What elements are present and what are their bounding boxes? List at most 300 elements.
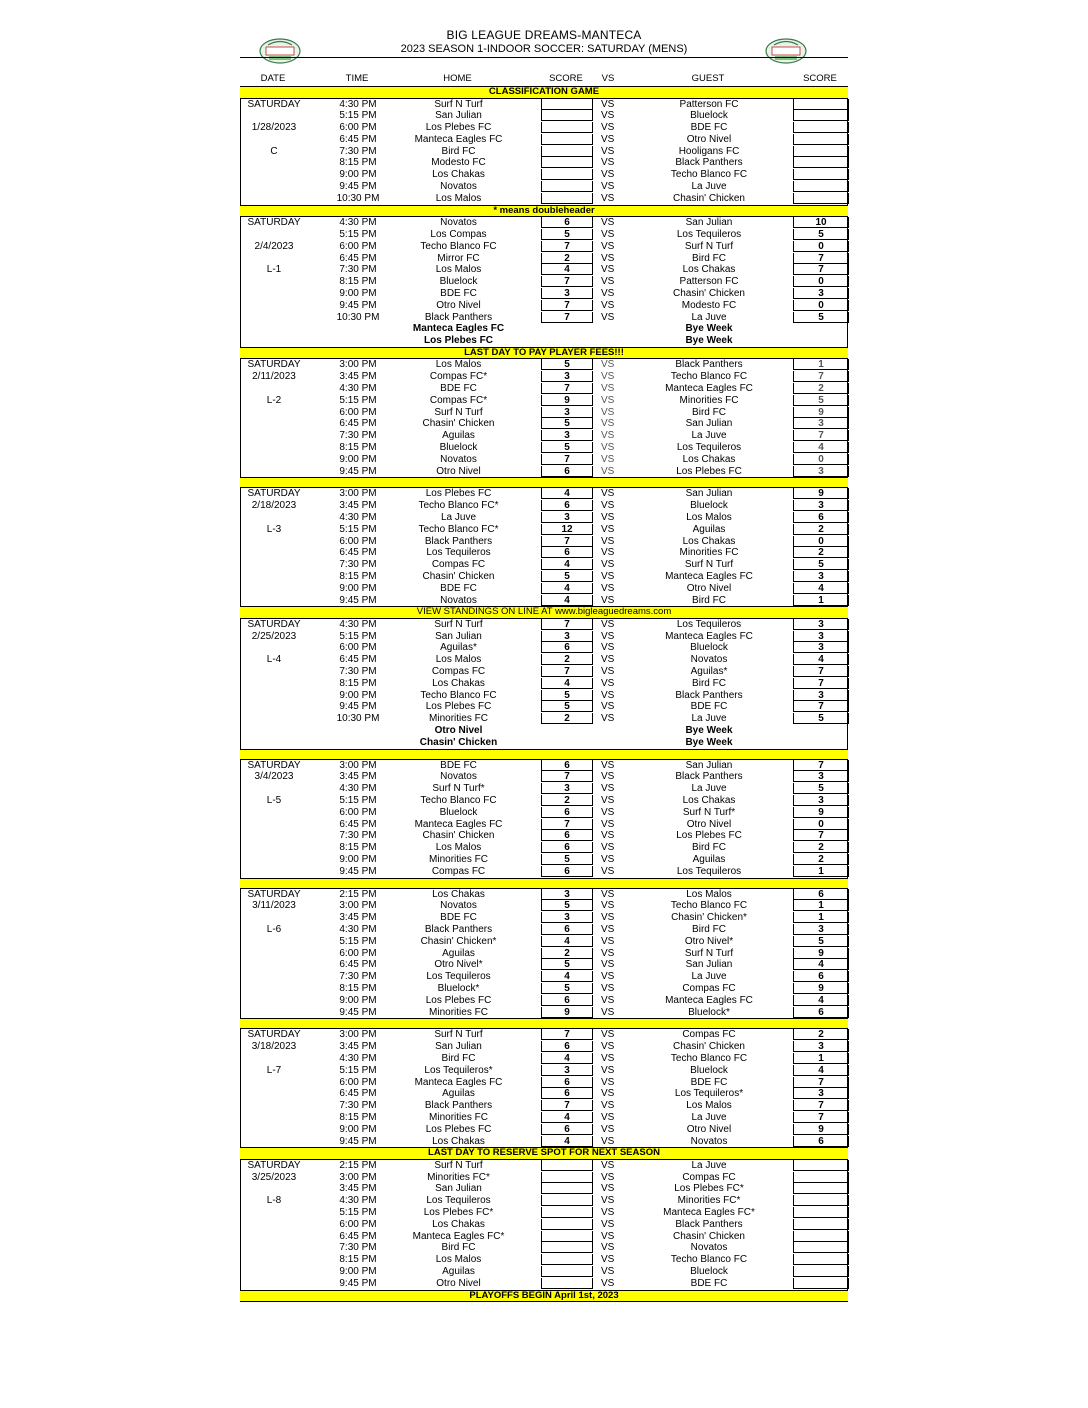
guest-score: 5 (793, 783, 849, 794)
guest-team: Chasin' Chicken (673, 287, 745, 299)
vs-label: VS (601, 418, 615, 430)
game-time: 9:00 PM (339, 453, 377, 465)
guest-score: 5 (793, 559, 849, 570)
guest-team: Techo Blanco FC (670, 371, 748, 383)
guest-team: Los Plebes FC (676, 465, 742, 477)
game-row (241, 1219, 847, 1231)
guest-score: 6 (793, 1136, 849, 1147)
home-score: 6 (541, 642, 593, 653)
home-team: Compas FC* (429, 371, 488, 383)
game-time: 10:30 PM (336, 192, 380, 204)
home-score: 2 (541, 948, 593, 959)
game-time: 3:45 PM (339, 1041, 377, 1053)
home-team: Minorities FC (429, 854, 488, 866)
home-team: Los Plebes FC (425, 701, 492, 713)
guest-team: Otro Nivel (686, 582, 732, 594)
game-row (241, 276, 847, 288)
game-row (241, 395, 847, 407)
home-score: 7 (541, 454, 593, 465)
vs-label: VS (601, 1064, 615, 1076)
home-team: Surf N Turf (434, 1159, 483, 1171)
col-home: HOME (443, 73, 472, 84)
guest-team: San Julian (685, 488, 733, 500)
vs-label: VS (601, 1123, 615, 1135)
home-team: Los Chakas (432, 169, 485, 181)
home-score: 6 (541, 1124, 593, 1135)
home-team: Black Panthers (424, 924, 493, 935)
vs-label: VS (601, 299, 615, 311)
home-team: Surf N Turf* (432, 783, 485, 795)
home-team: Aguilas (442, 947, 475, 959)
vs-label: VS (601, 394, 615, 406)
guest-score: 7 (793, 264, 849, 275)
home-score: 7 (541, 536, 593, 547)
home-team: Bird FC (441, 1052, 476, 1064)
row-label: SATURDAY (247, 98, 301, 110)
guest-score (793, 157, 849, 168)
guest-team: Chasin' Chicken* (671, 912, 747, 924)
vs-label: VS (601, 359, 615, 371)
guest-team: Black Panthers (675, 157, 743, 169)
bye-row (241, 323, 847, 335)
game-row (241, 407, 847, 419)
game-time: 7:30 PM (339, 971, 377, 983)
home-score (541, 99, 593, 110)
game-row (241, 1053, 847, 1065)
guest-score: 5 (793, 312, 849, 323)
section-banner: LAST DAY TO RESERVE SPOT FOR NEXT SEASON (240, 1147, 848, 1160)
game-time: 6:45 PM (339, 252, 377, 264)
home-team: Bluelock (439, 806, 478, 818)
guest-team: Manteca Eagles FC (665, 570, 753, 582)
home-score: 7 (541, 276, 593, 287)
guest-score (793, 1231, 849, 1242)
home-team: Surf N Turf (434, 1029, 483, 1041)
game-time: 2:15 PM (339, 888, 377, 900)
home-team: San Julian (435, 630, 482, 642)
home-team: BDE FC (440, 383, 477, 395)
vs-label: VS (601, 276, 615, 288)
game-time: 10:30 PM (336, 311, 380, 323)
game-time: 7:30 PM (339, 666, 377, 678)
vs-label: VS (601, 110, 615, 122)
game-time: 4:30 PM (339, 98, 377, 110)
week-block (240, 488, 848, 606)
guest-score: 7 (793, 371, 849, 382)
week-block (240, 1160, 848, 1290)
game-row (241, 830, 847, 842)
guest-score: 1 (793, 900, 849, 911)
home-score: 3 (541, 783, 593, 794)
vs-label: VS (601, 98, 615, 110)
game-row (241, 1266, 847, 1278)
home-score: 6 (541, 760, 593, 771)
home-team: Otro Nivel (436, 465, 481, 477)
guest-team: San Julian (685, 959, 733, 971)
home-team: Aguilas (442, 1088, 475, 1100)
game-time: 9:45 PM (339, 1135, 377, 1147)
game-time: 4:30 PM (339, 1195, 377, 1207)
game-row (241, 559, 847, 571)
home-team: Minorities FC (429, 713, 488, 725)
game-time: 3:00 PM (339, 1029, 377, 1041)
game-row (241, 1278, 847, 1290)
game-row (241, 571, 847, 583)
guest-score: 9 (793, 983, 849, 994)
guest-team: Los Plebes FC* (674, 1183, 744, 1195)
home-score: 7 (541, 771, 593, 782)
home-score: 9 (541, 395, 593, 406)
game-time: 8:15 PM (339, 157, 377, 169)
bye-row (241, 737, 847, 749)
home-score: 7 (541, 312, 593, 323)
game-time: 3:45 PM (339, 912, 377, 924)
game-time: 2:15 PM (339, 1159, 377, 1171)
guest-team: Aguilas* (690, 666, 728, 678)
game-time: 3:00 PM (339, 488, 377, 500)
vs-label: VS (601, 806, 615, 818)
vs-label: VS (601, 1230, 615, 1242)
vs-label: VS (601, 1100, 615, 1112)
guest-score: 9 (793, 807, 849, 818)
game-time: 6:00 PM (339, 642, 377, 654)
guest-score (793, 1254, 849, 1265)
game-row (241, 253, 847, 265)
vs-label: VS (601, 1159, 615, 1171)
vs-label: VS (601, 535, 615, 547)
guest-score: 6 (793, 512, 849, 523)
game-row (241, 288, 847, 300)
guest-score (793, 1219, 849, 1230)
game-time: 9:00 PM (339, 582, 377, 594)
col-vs: VS (601, 73, 615, 84)
game-time: 8:15 PM (339, 570, 377, 582)
column-headers (240, 72, 848, 86)
guest-team: La Juve (691, 1111, 727, 1123)
guest-team: Black Panthers (675, 689, 743, 701)
home-team: Modesto FC (431, 157, 486, 169)
guest-team: BDE FC (690, 1277, 728, 1289)
home-team: Los Tequileros* (424, 1064, 493, 1076)
home-score: 5 (541, 900, 593, 911)
game-time: 6:45 PM (339, 1088, 377, 1100)
game-row (241, 948, 847, 960)
home-score: 4 (541, 559, 593, 570)
vs-label: VS (601, 465, 615, 477)
guest-score: 9 (793, 488, 849, 499)
home-team: Bluelock* (437, 982, 480, 994)
game-time: 3:45 PM (339, 1183, 377, 1195)
section-banner: VIEW STANDINGS ON LINE AT www.bigleaguedreams.com (240, 606, 848, 619)
page-subtitle: 2023 SEASON 1-INDOOR SOCCER: SATURDAY (MENS) (400, 43, 688, 55)
game-row (241, 383, 847, 395)
game-row (241, 488, 847, 500)
guest-team: Bird FC (692, 677, 726, 689)
game-row (241, 418, 847, 430)
guest-team: Otro Nivel (686, 818, 732, 830)
home-team: Los Plebes FC (425, 488, 492, 500)
game-time: 5:15 PM (339, 394, 377, 406)
vs-label: VS (601, 228, 615, 240)
schedule-table (240, 57, 848, 1302)
game-row (241, 1254, 847, 1266)
game-row (241, 912, 847, 924)
home-score: 7 (541, 1029, 593, 1040)
home-team: Techo Blanco FC* (418, 500, 499, 512)
vs-label: VS (601, 783, 615, 795)
game-time: 4:30 PM (339, 783, 377, 795)
vs-label: VS (601, 1266, 615, 1278)
guest-team: Manteca Eagles FC* (663, 1207, 755, 1219)
game-row (241, 1041, 847, 1053)
home-score: 4 (541, 488, 593, 499)
home-score: 7 (541, 666, 593, 677)
game-row (241, 512, 847, 524)
guest-score: 7 (793, 430, 849, 441)
game-time: 6:00 PM (339, 122, 377, 134)
game-row (241, 1183, 847, 1195)
vs-label: VS (601, 677, 615, 689)
guest-score: 0 (793, 819, 849, 830)
home-score (541, 1254, 593, 1265)
guest-score: 4 (793, 442, 849, 453)
guest-score: 7 (793, 830, 849, 841)
guest-team: Bluelock* (688, 1006, 730, 1018)
guest-team: Los Tequileros (676, 442, 742, 454)
guest-score: 2 (793, 547, 849, 558)
guest-team: Los Tequileros (676, 865, 742, 877)
home-score: 2 (541, 795, 593, 806)
home-team: Surf N Turf (434, 98, 483, 110)
home-team: Bluelock (439, 276, 478, 288)
col-guest-score: SCORE (803, 73, 837, 84)
home-team: Bluelock (439, 442, 478, 454)
vs-label: VS (601, 1207, 615, 1219)
home-score: 6 (541, 1077, 593, 1088)
guest-score: 7 (793, 253, 849, 264)
guest-score (793, 1207, 849, 1218)
vs-label: VS (601, 217, 615, 229)
home-score (541, 122, 593, 133)
guest-score: 7 (793, 678, 849, 689)
guest-score: 5 (793, 936, 849, 947)
guest-team: Novatos (690, 1242, 728, 1254)
home-score: 6 (541, 547, 593, 558)
section-banner: CLASSIFICATION GAME (240, 86, 848, 99)
home-score: 12 (541, 524, 593, 535)
game-time: 4:30 PM (339, 924, 377, 935)
game-time: 9:00 PM (339, 994, 377, 1006)
home-team: Novatos (440, 900, 477, 912)
home-score: 5 (541, 983, 593, 994)
vs-label: VS (601, 1111, 615, 1123)
vs-label: VS (601, 795, 615, 807)
home-team: San Julian (435, 1183, 482, 1195)
home-score: 7 (541, 619, 593, 630)
guest-team: Techo Blanco FC (670, 1052, 748, 1064)
home-score: 2 (541, 253, 593, 264)
game-row (241, 595, 847, 607)
guest-score (793, 146, 849, 157)
bye-team: Chasin' Chicken (419, 736, 498, 748)
game-time: 6:45 PM (339, 818, 377, 830)
game-row (241, 583, 847, 595)
home-team: Black Panthers (424, 1100, 493, 1112)
bye-week-label: Bye Week (685, 323, 733, 335)
game-time: 8:15 PM (339, 276, 377, 288)
vs-label: VS (601, 1242, 615, 1254)
bye-week-label: Bye Week (685, 335, 733, 347)
guest-score: 3 (793, 690, 849, 701)
guest-team: Techo Blanco FC (670, 1254, 748, 1266)
home-team: Techo Blanco FC (420, 795, 497, 807)
game-time: 7:30 PM (339, 145, 377, 157)
vs-label: VS (601, 1195, 615, 1207)
game-time: 3:00 PM (339, 759, 377, 771)
guest-score: 6 (793, 971, 849, 982)
guest-team: Patterson FC (679, 98, 739, 110)
home-score: 5 (541, 229, 593, 240)
game-row (241, 1242, 847, 1254)
game-time: 6:00 PM (339, 806, 377, 818)
vs-label: VS (601, 488, 615, 500)
guest-score (793, 110, 849, 121)
guest-team: Aguilas (692, 523, 726, 535)
guest-team: Bluelock (690, 500, 728, 512)
guest-score: 3 (793, 771, 849, 782)
game-row (241, 217, 847, 229)
game-row (241, 122, 847, 134)
game-row (241, 134, 847, 146)
game-time: 4:30 PM (339, 217, 377, 229)
guest-team: Otro Nivel (686, 133, 732, 145)
game-row (241, 1112, 847, 1124)
vs-label: VS (601, 642, 615, 654)
game-row (241, 454, 847, 466)
vs-label: VS (601, 900, 615, 912)
game-row (241, 936, 847, 948)
game-time: 6:00 PM (339, 535, 377, 547)
game-row (241, 771, 847, 783)
vs-label: VS (601, 371, 615, 383)
game-time: 5:15 PM (339, 1064, 377, 1076)
home-score: 3 (541, 631, 593, 642)
guest-score: 6 (793, 889, 849, 900)
guest-team: La Juve (691, 430, 727, 442)
home-score: 6 (541, 807, 593, 818)
vs-label: VS (601, 971, 615, 983)
guest-team: Techo Blanco FC (670, 169, 748, 181)
home-score: 6 (541, 1041, 593, 1052)
guest-team: Los Chakas (682, 795, 736, 807)
home-team: Los Tequileros (426, 1195, 491, 1207)
section-banner (240, 477, 848, 488)
guest-team: La Juve (691, 783, 727, 795)
guest-team: Bird FC (692, 594, 726, 606)
bye-team: Otro Nivel (434, 725, 483, 737)
home-score: 6 (541, 924, 593, 935)
vs-label: VS (601, 654, 615, 666)
vs-label: VS (601, 854, 615, 866)
game-row (241, 619, 847, 631)
home-score: 6 (541, 217, 593, 228)
home-score (541, 134, 593, 145)
home-score (541, 181, 593, 192)
guest-score: 7 (793, 1077, 849, 1088)
game-row (241, 1124, 847, 1136)
home-team: Minorities FC (429, 1006, 488, 1018)
vs-label: VS (601, 512, 615, 523)
home-score: 5 (541, 701, 593, 712)
guest-score (793, 99, 849, 110)
guest-score: 0 (793, 536, 849, 547)
game-time: 6:45 PM (339, 1230, 377, 1242)
home-team: Black Panthers (424, 311, 493, 323)
guest-score (793, 1242, 849, 1253)
game-time: 8:15 PM (339, 982, 377, 994)
home-score (541, 1172, 593, 1183)
home-score: 2 (541, 654, 593, 665)
guest-team: Minorities FC (679, 547, 739, 559)
game-row (241, 642, 847, 654)
vs-label: VS (601, 157, 615, 169)
vs-label: VS (601, 582, 615, 594)
game-time: 3:45 PM (339, 371, 377, 383)
game-row (241, 795, 847, 807)
game-row (241, 1088, 847, 1100)
home-score: 4 (541, 264, 593, 275)
game-row (241, 959, 847, 971)
game-time: 5:15 PM (339, 795, 377, 807)
week-block (240, 1029, 848, 1147)
game-time: 5:15 PM (339, 228, 377, 240)
game-row (241, 524, 847, 536)
game-time: 9:45 PM (339, 701, 377, 713)
home-team: Los Plebes FC (425, 122, 492, 134)
home-team: Mirror FC (437, 252, 480, 264)
vs-label: VS (601, 630, 615, 642)
row-label: 3/18/2023 (251, 1041, 297, 1053)
vs-label: VS (601, 181, 615, 193)
guest-score (793, 169, 849, 180)
game-time: 8:15 PM (339, 842, 377, 854)
game-row (241, 466, 847, 478)
game-time: 9:00 PM (339, 1266, 377, 1278)
guest-score (793, 1278, 849, 1289)
game-time: 7:30 PM (339, 264, 377, 276)
vs-label: VS (601, 442, 615, 454)
vs-label: VS (601, 1277, 615, 1289)
home-score: 5 (541, 442, 593, 453)
vs-label: VS (601, 1052, 615, 1064)
game-time: 7:30 PM (339, 1100, 377, 1112)
home-team: Los Chakas (432, 888, 485, 900)
guest-team: La Juve (691, 181, 727, 193)
home-team: Los Plebes FC (425, 994, 492, 1006)
guest-score (793, 1195, 849, 1206)
game-row (241, 889, 847, 901)
game-time: 3:00 PM (339, 900, 377, 912)
guest-team: La Juve (691, 311, 727, 323)
vs-label: VS (601, 842, 615, 854)
game-time: 9:45 PM (339, 594, 377, 606)
guest-team: Surf N Turf (684, 947, 734, 959)
home-team: Novatos (440, 217, 477, 229)
home-score: 2 (541, 713, 593, 724)
guest-team: Otro Nivel* (684, 935, 734, 947)
home-score (541, 157, 593, 168)
game-time: 10:30 PM (336, 713, 380, 725)
